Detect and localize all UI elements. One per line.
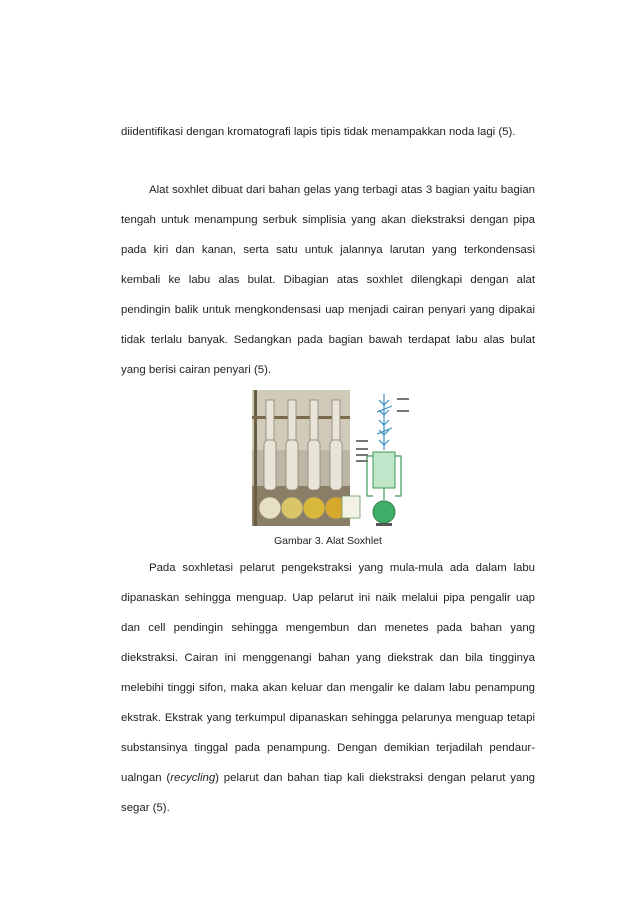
- italic-term: recycling: [170, 772, 216, 784]
- soxhlet-diagram-body: [356, 398, 409, 526]
- soxhlet-diagram: [377, 394, 392, 450]
- figure-caption: Gambar 3. Alat Soxhlet: [274, 535, 382, 547]
- soxhlet-illustration: [252, 390, 412, 526]
- figure-soxhlet: [252, 390, 412, 526]
- paragraph-1: diidentifikasi dengan kromatografi lapis tipis tidak menampakkan noda lagi (5).: [121, 126, 516, 138]
- paragraph-3: Pada soxhletasi pelarut pengekstraksi yang mula-mula ada dalam labu dipanaskan sehingga menguap. Uap pelarut ini naik melalui pipa pengalir uap dan cell pendingin sehingga mengembun dan menetes pada bahan yang diekstraksi. Cairan ini menggenangi bahan yang diekstrak dan bila tingginya melebihi tinggi sifon, maka akan keluar dan mengalir ke dalam labu penampung ekstrak. Ekstrak yang terkumpul dipanaskan sehingga pelarunya menguap tetapi substansinya tinggal pada penampung. Dengan demikian terjadilah pendaur-ualngan (recycling) pelarut dan bahan tiap kali diekstraksi dengan pelarut yang segar (5).: [121, 562, 535, 814]
- paragraph-2: Alat soxhlet dibuat dari bahan gelas yang terbagi atas 3 bagian yaitu bagian tengah untuk menampung serbuk simplisia yang akan diekstraksi dengan pipa pada kiri dan kanan, serta satu untuk jalannya larutan yang terkondensasi kembali ke labu alas bulat. Dibagian atas soxhlet dilengkapi dengan alat pendingin balik untuk mengkondensasi uap menjadi cairan penyari yang dipakai tidak terlalu banyak. Sedangkan pada bagian bawah terdapat labu alas bulat yang berisi cairan penyari (5).: [121, 184, 535, 376]
- soxhlet-photo: [252, 390, 360, 526]
